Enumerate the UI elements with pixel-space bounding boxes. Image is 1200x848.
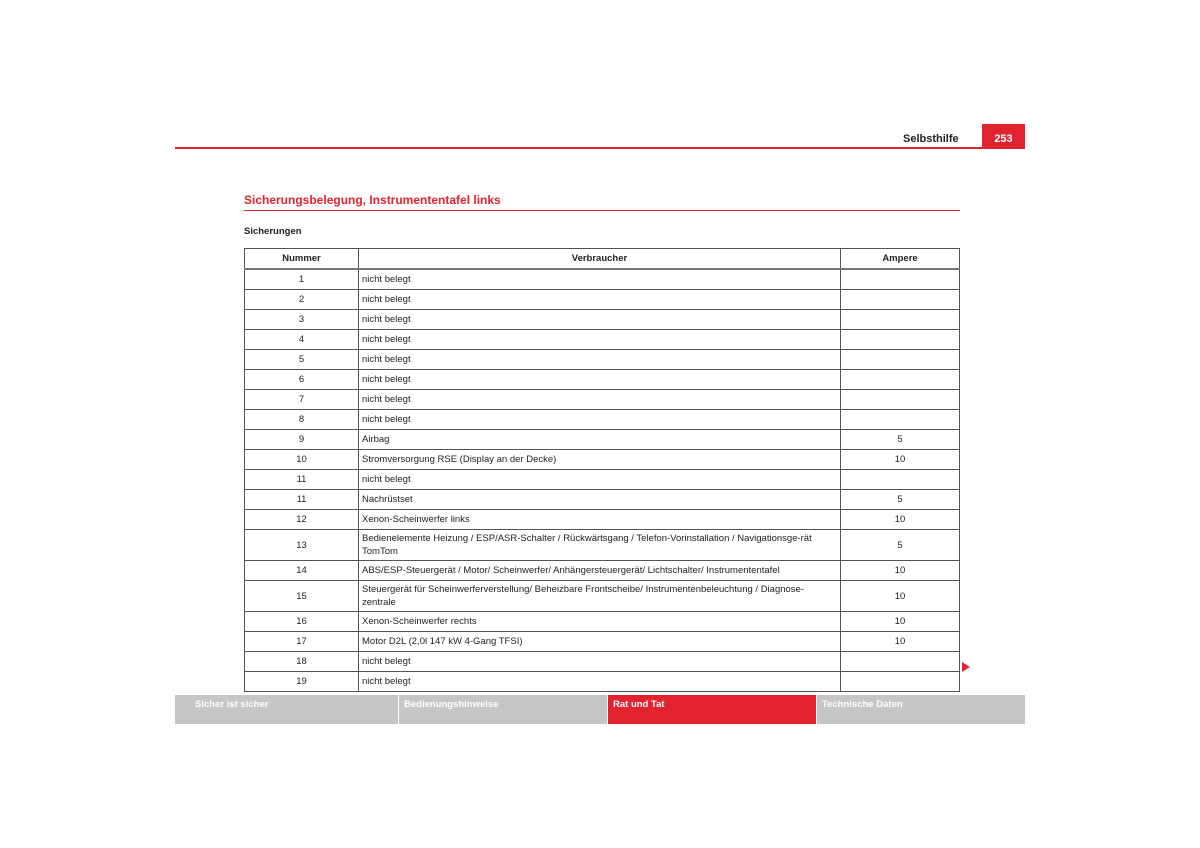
fuse-number-cell: 16 bbox=[245, 612, 359, 632]
table-row bbox=[245, 530, 960, 561]
fuse-number-cell: 2 bbox=[245, 290, 359, 310]
amperage-cell bbox=[841, 390, 960, 410]
table-row bbox=[245, 581, 960, 612]
amperage-cell bbox=[841, 652, 960, 672]
consumer-cell: ABS/ESP-Steuergerät / Motor/ Scheinwerfer/ Anhängersteuergerät/ Lichtschalter/ Instrumententafel bbox=[359, 561, 841, 581]
fuse-number-cell: 6 bbox=[245, 370, 359, 390]
fuse-number-cell: 11 bbox=[245, 470, 359, 490]
fuse-number-cell: 9 bbox=[245, 430, 359, 450]
table-row bbox=[245, 672, 960, 692]
consumer-cell: Stromversorgung RSE (Display an der Decke) bbox=[359, 450, 841, 470]
consumer-cell: Nachrüstset bbox=[359, 490, 841, 510]
table-row bbox=[245, 632, 960, 652]
table-row bbox=[245, 510, 960, 530]
amperage-cell: 10 bbox=[841, 581, 960, 612]
amperage-cell bbox=[841, 330, 960, 350]
table-row bbox=[245, 652, 960, 672]
consumer-cell: Xenon-Scheinwerfer links bbox=[359, 510, 841, 530]
page-number: 253 bbox=[982, 124, 1025, 148]
tab-technische-daten[interactable]: Technische Daten bbox=[817, 695, 1025, 724]
header-ampere: Ampere bbox=[841, 249, 960, 270]
amperage-cell bbox=[841, 672, 960, 692]
fuse-number-cell: 19 bbox=[245, 672, 359, 692]
amperage-cell: 10 bbox=[841, 510, 960, 530]
fuse-number-cell: 7 bbox=[245, 390, 359, 410]
table-row bbox=[245, 350, 960, 370]
fuse-number-cell: 4 bbox=[245, 330, 359, 350]
consumer-cell: nicht belegt bbox=[359, 290, 841, 310]
consumer-cell: nicht belegt bbox=[359, 410, 841, 430]
table-row bbox=[245, 561, 960, 581]
fuse-number-cell: 13 bbox=[245, 530, 359, 561]
table-row bbox=[245, 290, 960, 310]
fuse-number-cell: 8 bbox=[245, 410, 359, 430]
page-title: Sicherungsbelegung, Instrumententafel links bbox=[244, 193, 501, 207]
table-row bbox=[245, 410, 960, 430]
consumer-cell: Bedienelemente Heizung / ESP/ASR-Schalter / Rückwärtsgang / Telefon-Vorinstallation / Navigationsge-rät TomTom bbox=[359, 530, 841, 561]
consumer-cell: nicht belegt bbox=[359, 470, 841, 490]
amperage-cell bbox=[841, 350, 960, 370]
consumer-cell: nicht belegt bbox=[359, 370, 841, 390]
fuse-number-cell: 15 bbox=[245, 581, 359, 612]
consumer-cell: nicht belegt bbox=[359, 672, 841, 692]
consumer-cell: Steuergerät für Scheinwerferverstellung/ Beheizbare Frontscheibe/ Instrumentenbeleuchtung / Diagnose-zentrale bbox=[359, 581, 841, 612]
consumer-cell: Airbag bbox=[359, 430, 841, 450]
amperage-cell bbox=[841, 290, 960, 310]
consumer-cell: nicht belegt bbox=[359, 652, 841, 672]
fuse-number-cell: 11 bbox=[245, 490, 359, 510]
table-caption: Sicherungen bbox=[244, 226, 302, 237]
fuse-number-cell: 10 bbox=[245, 450, 359, 470]
title-rule bbox=[244, 210, 960, 211]
consumer-cell: Xenon-Scheinwerfer rechts bbox=[359, 612, 841, 632]
consumer-cell: Motor D2L (2,0l 147 kW 4-Gang TFSI) bbox=[359, 632, 841, 652]
table-row bbox=[245, 390, 960, 410]
amperage-cell: 5 bbox=[841, 530, 960, 561]
consumer-cell: nicht belegt bbox=[359, 350, 841, 370]
fuse-number-cell: 12 bbox=[245, 510, 359, 530]
amperage-cell: 10 bbox=[841, 450, 960, 470]
table-row bbox=[245, 330, 960, 350]
table-row bbox=[245, 612, 960, 632]
amperage-cell: 5 bbox=[841, 430, 960, 450]
fuse-table bbox=[244, 248, 960, 692]
consumer-cell: nicht belegt bbox=[359, 330, 841, 350]
table-row bbox=[245, 269, 960, 290]
next-page-arrow-icon[interactable] bbox=[962, 662, 970, 672]
tab-rat-und-tat[interactable]: Rat und Tat bbox=[608, 695, 816, 724]
amperage-cell bbox=[841, 310, 960, 330]
fuse-number-cell: 17 bbox=[245, 632, 359, 652]
amperage-cell: 10 bbox=[841, 612, 960, 632]
consumer-cell: nicht belegt bbox=[359, 310, 841, 330]
amperage-cell bbox=[841, 370, 960, 390]
header-verbraucher: Verbraucher bbox=[359, 249, 841, 270]
fuse-number-cell: 3 bbox=[245, 310, 359, 330]
header-nummer: Nummer bbox=[245, 249, 359, 270]
tab-sicher-ist-sicher[interactable]: Sicher ist sicher bbox=[175, 695, 398, 724]
amperage-cell: 10 bbox=[841, 632, 960, 652]
consumer-cell: nicht belegt bbox=[359, 390, 841, 410]
fuse-number-cell: 14 bbox=[245, 561, 359, 581]
fuse-number-cell: 18 bbox=[245, 652, 359, 672]
footer-nav bbox=[175, 695, 1025, 724]
fuse-number-cell: 1 bbox=[245, 269, 359, 290]
table-row bbox=[245, 310, 960, 330]
amperage-cell bbox=[841, 470, 960, 490]
amperage-cell: 5 bbox=[841, 490, 960, 510]
section-title: Selbsthilfe bbox=[903, 133, 959, 145]
table-row bbox=[245, 450, 960, 470]
header-rule bbox=[175, 147, 1025, 149]
table-row bbox=[245, 470, 960, 490]
consumer-cell: nicht belegt bbox=[359, 269, 841, 290]
amperage-cell bbox=[841, 269, 960, 290]
table-row bbox=[245, 430, 960, 450]
amperage-cell: 10 bbox=[841, 561, 960, 581]
fuse-number-cell: 5 bbox=[245, 350, 359, 370]
table-row bbox=[245, 370, 960, 390]
table-row bbox=[245, 490, 960, 510]
tab-bedienungshinweise[interactable]: Bedienungshinweise bbox=[399, 695, 607, 724]
table-header-row bbox=[245, 249, 960, 270]
amperage-cell bbox=[841, 410, 960, 430]
